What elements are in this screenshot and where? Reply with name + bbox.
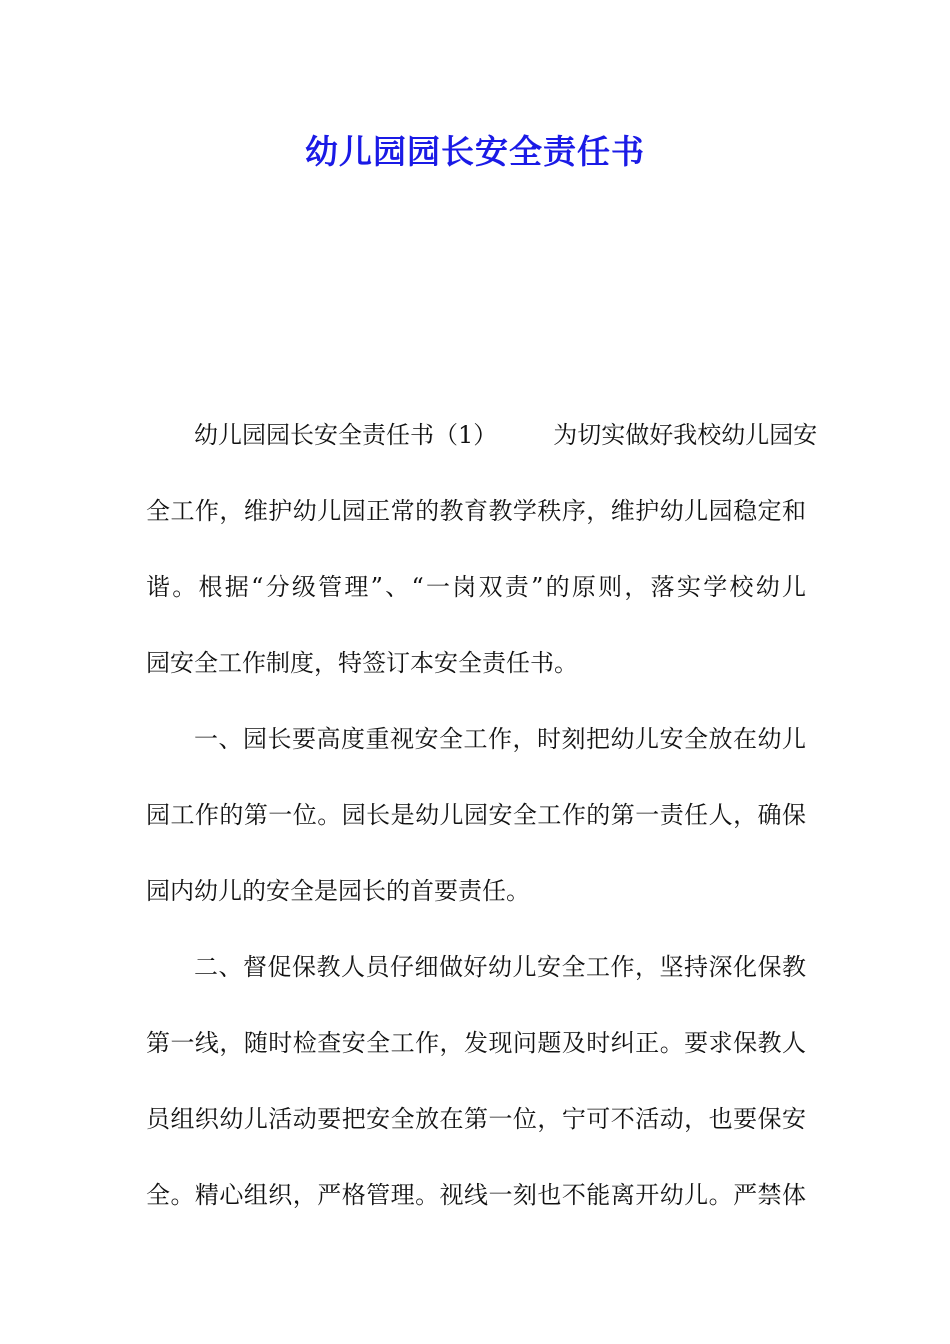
- section2-line-4: 全。精心组织，严格管理。视线一刻也不能离开幼儿。严禁体: [146, 1181, 806, 1209]
- intro-line-4: 园安全工作制度，特签订本安全责任书。: [146, 649, 578, 677]
- section2-line-1: 二、督促保教人员仔细做好幼儿安全工作，坚持深化保教: [194, 953, 806, 981]
- intro-heading: 幼儿园园长安全责任书（1）: [194, 421, 498, 449]
- intro-line-1-text: 为切实做好我校幼儿园安: [553, 421, 818, 449]
- section1-line-1: 一、园长要高度重视安全工作，时刻把幼儿安全放在幼儿: [194, 725, 806, 753]
- intro-line-2: 全工作，维护幼儿园正常的教育教学秩序，维护幼儿园稳定和: [146, 497, 806, 525]
- section2-line-3: 员组织幼儿活动要把安全放在第一位，宁可不活动，也要保安: [146, 1105, 806, 1133]
- intro-line-1: [194, 412, 818, 458]
- section2-line-2: 第一线，随时检查安全工作，发现问题及时纠正。要求保教人: [146, 1029, 806, 1057]
- section1-line-2: 园工作的第一位。园长是幼儿园安全工作的第一责任人，确保: [146, 801, 806, 829]
- intro-line-3: 谐。根据“分级管理”、“一岗双责”的原则，落实学校幼儿: [146, 573, 806, 601]
- document-title: 幼儿园园长安全责任书: [305, 132, 645, 171]
- section1-line-3: 园内幼儿的安全是园长的首要责任。: [146, 877, 530, 905]
